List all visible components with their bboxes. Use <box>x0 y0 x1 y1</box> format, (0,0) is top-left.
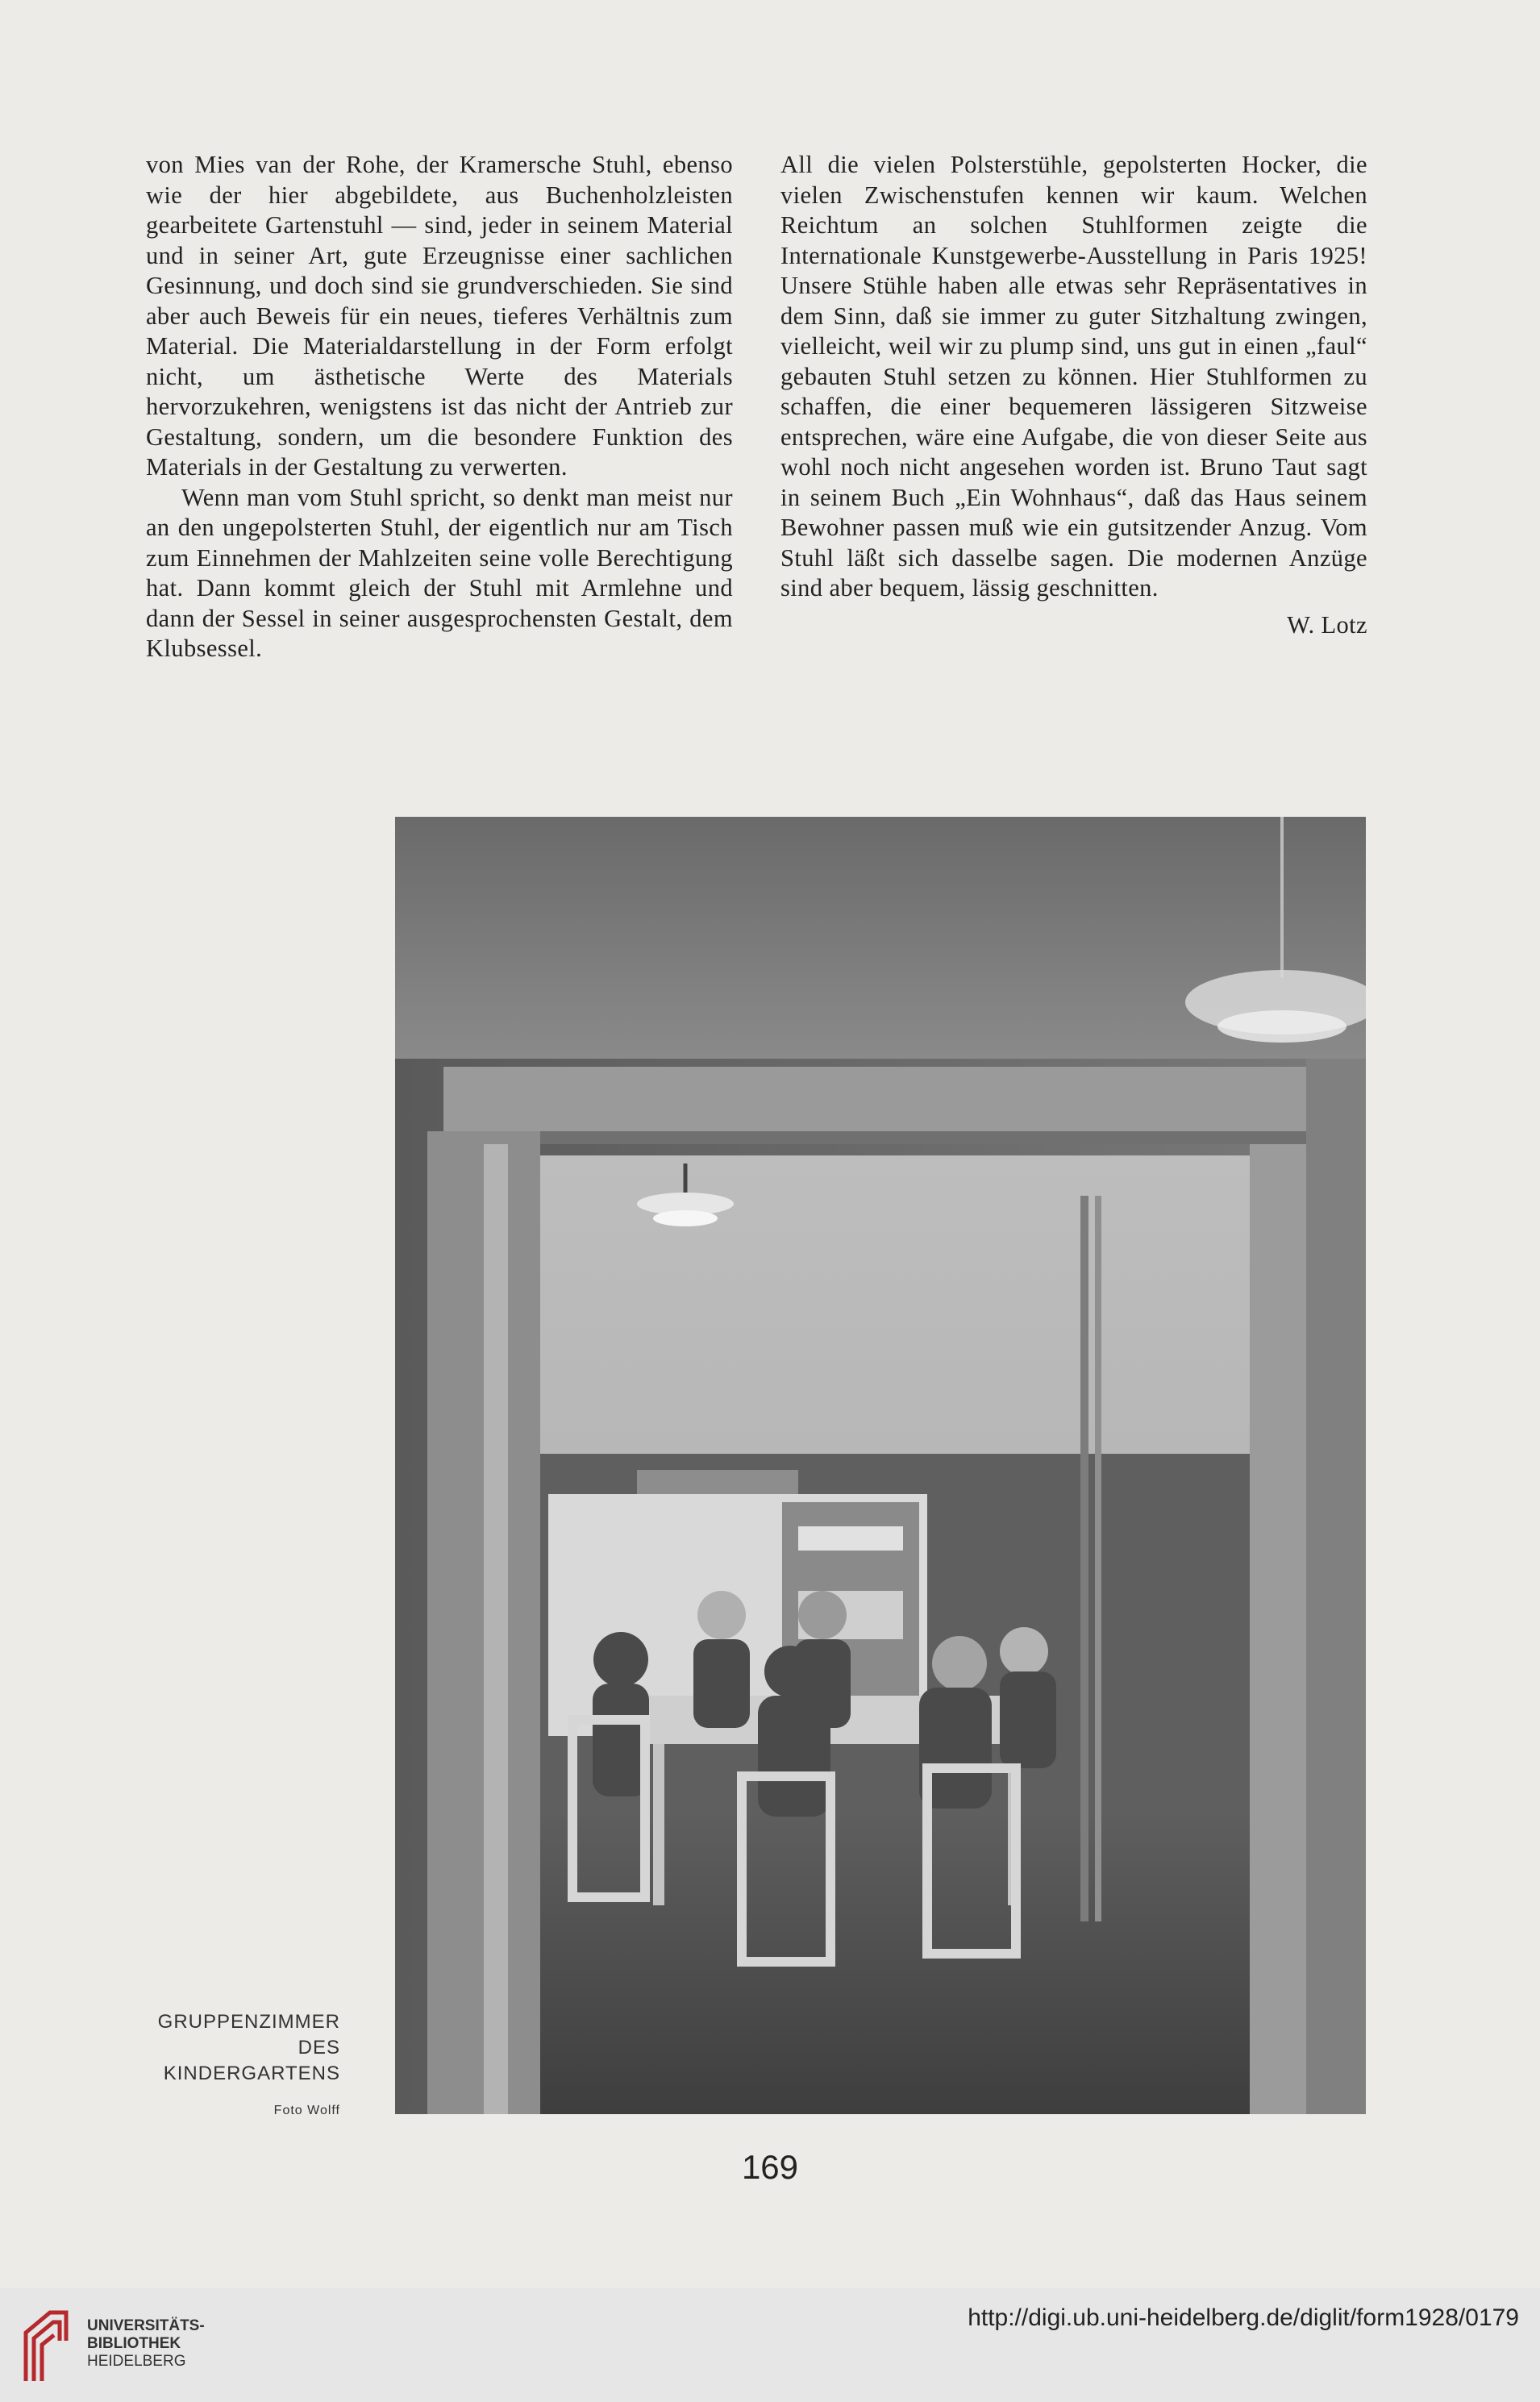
library-line-3: HEIDELBERG <box>87 2353 186 2370</box>
kindergarten-photo <box>395 817 1366 2114</box>
library-name <box>87 2317 205 2371</box>
caption-line-1: GRUPPENZIMMER <box>157 2011 340 2033</box>
left-paragraph-2: Wenn man vom Stuhl spricht, so denkt man meist nur an den ungepolsterten Stuhl, der eigentlich nur am Tisch zum Einnehmen der Mahlzeiten seine volle Berechtigung hat. Dann kommt gleich der Stuhl mit Armlehne und dann der Sessel in seiner ausgesprochensten Gestalt, dem Klubsessel. <box>146 483 733 662</box>
library-logo-icon <box>18 2304 74 2385</box>
author-signature: W. Lotz <box>1287 610 1367 639</box>
left-text-column <box>146 150 733 664</box>
photo-credit: Foto Wolff <box>273 2104 340 2117</box>
photo-illustration <box>395 817 1366 2114</box>
page-number: 169 <box>741 2148 799 2186</box>
caption-line-3: KINDERGARTENS <box>163 2063 340 2084</box>
right-paragraph-1: All die vielen Polsterstühle, gepolsterten Hocker, die vielen Zwischenstufen kennen wir kaum. Welchen Reichtum an solchen Stuhlformen zeigte die Internationale Kunstgewerbe-Ausstellung in Paris 1925! Unsere Stühle haben alle etwas sehr Repräsentatives in dem Sinn, daß sie immer zu guter Sitzhaltung zwingen, vielleicht, weil wir zu plump sind, uns gut in einen „faul“ gebauten Stuhl setzen zu können. Hier Stuhlformen zu schaffen, die einer bequemeren lässigeren Sitzweise entsprechen, wäre eine Aufgabe, die von dieser Seite aus wohl noch nicht angesehen worden ist. Bruno Taut sagt in seinem Buch „Ein Wohnhaus“, daß das Haus seinem Bewohner passen muß wie ein gutsitzender Anzug. Vom Stuhl läßt sich dasselbe sagen. Die modernen Anzüge sind aber bequem, lässig geschnitten. <box>780 151 1367 602</box>
caption-line-2: DES <box>298 2037 340 2059</box>
right-text-column <box>780 150 1367 640</box>
source-url-link[interactable]: http://digi.ub.uni-heidelberg.de/diglit/form1928/0179 <box>968 2304 1519 2331</box>
library-line-1: UNIVERSITÄTS- <box>87 2317 205 2334</box>
library-line-2: BIBLIOTHEK <box>87 2335 181 2352</box>
photo-caption <box>121 2009 340 2124</box>
left-paragraph-1: von Mies van der Rohe, der Kramersche Stuhl, ebenso wie der hier abgebildete, aus Buchenholzleisten gearbeitete Gartenstuhl — sind, jeder in seinem Material und in seiner Art, gute Erzeugnisse einer sachlichen Gesinnung, und doch sind sie grundverschieden. Sie sind aber auch Beweis für ein neues, tieferes Verhältnis zum Material. Die Materialdarstellung in der Form erfolgt nicht, um ästhetische Werte des Materials hervorzukehren, wenigstens ist das nicht der Antrieb zur Gestaltung, sondern, um die besondere Funktion des Materials in der Gestaltung zu verwerten. <box>146 151 733 481</box>
